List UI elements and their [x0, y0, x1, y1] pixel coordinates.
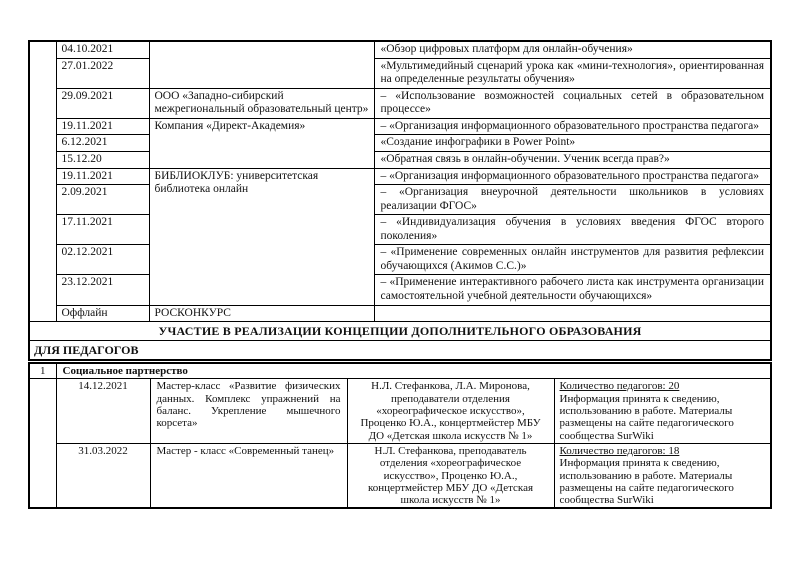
result-cell	[554, 379, 771, 444]
event-title: Мастер-класс «Развитие физических данных. Комплекс упражнений на баланс. Укрепление мышечного корсета»	[150, 379, 347, 444]
number-column-cell	[29, 41, 56, 322]
event-date: 6.12.2021	[56, 135, 149, 152]
event-date: 19.11.2021	[56, 118, 149, 135]
table-row	[29, 88, 771, 118]
event-date: 2.09.2021	[56, 185, 149, 215]
event-topic: – «Применение современных онлайн инструментов для развития рефлексии обучающихся (Акимов С.С.)»	[374, 245, 771, 275]
table-row	[29, 245, 771, 275]
event-topic: «Мультимедийный сценарий урока как «мини-технология», ориентированная на определенные результаты обучения»	[374, 58, 771, 88]
table-row	[29, 215, 771, 245]
event-date: 23.12.2021	[56, 275, 149, 305]
teacher-count: Количество педагогов: 20	[559, 380, 680, 393]
subsection-title: ДЛЯ ПЕДАГОГОВ	[29, 341, 771, 361]
organizer-cell: ООО «Западно-сибирский межрегиональный образовательный центр»	[149, 88, 374, 118]
table-row	[29, 41, 771, 58]
event-topic: «Обзор цифровых платформ для онлайн-обучения»	[374, 41, 771, 58]
event-date: 27.01.2022	[56, 58, 149, 88]
organizer-cell: БИБЛИОКЛУБ: университетская библиотека онлайн	[149, 168, 374, 305]
table-row	[29, 379, 771, 444]
event-date: 29.09.2021	[56, 88, 149, 118]
event-date: 15.12.20	[56, 151, 149, 168]
event-date: 19.11.2021	[56, 168, 149, 185]
table-row	[29, 168, 771, 185]
teacher-count: Количество педагогов: 18	[559, 444, 680, 457]
event-title: Мастер - класс «Современный танец»	[150, 443, 347, 508]
organizer-cell: Компания «Директ-Академия»	[149, 118, 374, 168]
partnership-table	[28, 362, 772, 509]
table-row	[29, 275, 771, 305]
organizer-cell-empty	[149, 41, 374, 88]
number-column-cell	[29, 379, 56, 509]
table-row	[29, 58, 771, 88]
event-date: 17.11.2021	[56, 215, 149, 245]
event-topic: – «Применение интерактивного рабочего листа как инструмента организации самостоятельной учебной деятельности обучающихся»	[374, 275, 771, 305]
presenters-cell: Н.Л. Стефанкова, Л.А. Миронова, преподаватели отделения «хореографическое искусство», Проценко Ю.А., концертмейстер МБУ ДО «Детская школа искусств № 1»	[347, 379, 554, 444]
table-row	[29, 135, 771, 152]
event-topic: – «Использование возможностей социальных сетей в образовательном процессе»	[374, 88, 771, 118]
presenters-cell: Н.Л. Стефанкова, преподаватель отделения «хореографическое искусство», Проценко Ю.А., концертмейстер МБУ ДО «Детская школа искусств № 1»	[347, 443, 554, 508]
table-row	[29, 151, 771, 168]
partnership-header: Социальное партнерство	[56, 363, 771, 379]
event-date: 14.12.2021	[56, 379, 150, 444]
event-topic	[374, 305, 771, 322]
event-topic: – «Организация внеурочной деятельности школьников в условиях реализации ФГОС»	[374, 185, 771, 215]
event-date: 31.03.2022	[56, 443, 150, 508]
event-topic: – «Организация информационного образовательного пространства педагога»	[374, 168, 771, 185]
section-title-row	[29, 322, 771, 341]
partnership-header-row	[29, 363, 771, 379]
table-row	[29, 443, 771, 508]
event-date: Оффлайн	[56, 305, 149, 322]
table-row	[29, 185, 771, 215]
table-row	[29, 305, 771, 322]
event-date: 04.10.2021	[56, 41, 149, 58]
event-topic: – «Индивидуализация обучения в условиях введения ФГОС второго поколения»	[374, 215, 771, 245]
section-title: УЧАСТИЕ В РЕАЛИЗАЦИИ КОНЦЕПЦИИ ДОПОЛНИТЕЛЬНОГО ОБРАЗОВАНИЯ	[29, 322, 771, 341]
event-date: 02.12.2021	[56, 245, 149, 275]
result-cell	[554, 443, 771, 508]
event-topic: «Обратная связь в онлайн-обучении. Ученик всегда прав?»	[374, 151, 771, 168]
event-topic: «Создание инфографики в Power Point»	[374, 135, 771, 152]
organizer-cell: РОСКОНКУРС	[149, 305, 374, 322]
event-topic: – «Организация информационного образовательного пространства педагога»	[374, 118, 771, 135]
section-number: 1	[29, 363, 56, 379]
subsection-title-row	[29, 341, 771, 361]
table-row	[29, 118, 771, 135]
events-table	[28, 40, 772, 361]
result-note: Информация принята к сведению, использованию в работе. Материалы размещены на сайте педагогического сообщества SurWiki	[559, 457, 734, 507]
result-note: Информация принята к сведению, использованию в работе. Материалы размещены на сайте педагогического сообщества SurWiki	[559, 392, 734, 442]
